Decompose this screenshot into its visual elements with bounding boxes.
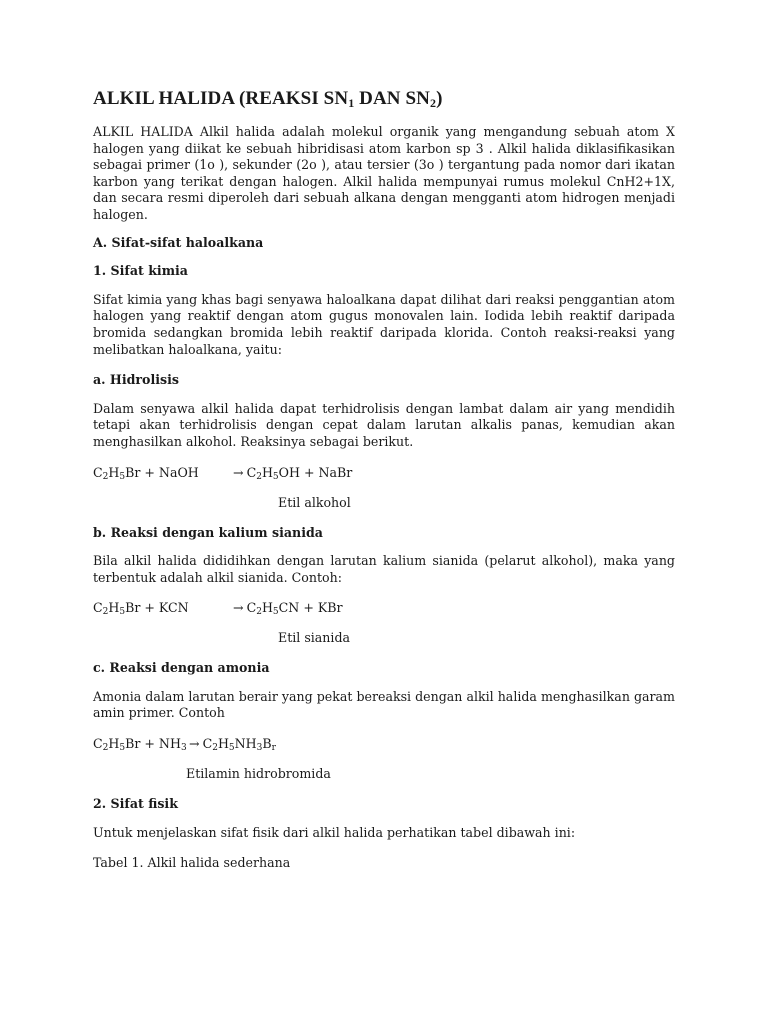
equation-products: → $C_2H_5CN$ + KBr [233, 600, 343, 618]
equation-hidrolisis [93, 465, 675, 481]
subsection-heading-sianida: b. Reaksi dengan kalium sianida [93, 524, 323, 540]
product-name-amonia: Etilamin hidrobromida [186, 766, 331, 782]
product-name-hidrolisis: Etil alkohol [278, 494, 351, 510]
sianida-paragraph: Bila alkil halida dididihkan dengan larutan kalium sianida (pelarut alkohol), maka yang terbentuk adalah alkil sianida. Contoh: [93, 553, 675, 585]
equation-amonia [93, 736, 675, 752]
equation-products: → $C_2H_5OH$ + NaBr [233, 464, 353, 482]
hidrolisis-paragraph: Dalam senyawa alkil halida dapat terhidrolisis dengan lambat dalam air yang mendidih tetapi akan terhidrolisis dengan cepat dalam larutan alkalis panas, kemudian akan menghasilkan alkohol. Reaksinya sebagai berikut. [93, 400, 675, 449]
title-text: DAN SN [354, 88, 430, 109]
equation-sianida [93, 600, 675, 616]
sifat-kimia-paragraph: Sifat kimia yang khas bagi senyawa haloalkana dapat dilihat dari reaksi penggantian atom halogen yang reaktif dengan atom gugus monovalen lain. Iodida lebih reaktif daripada bromida sedangkan bromida lebih reaktif daripada klorida. Contoh reaksi-reaksi yang melibatkan haloalkana, yaitu: [93, 291, 675, 357]
equation-reactants: $C_2H_5Br + NH_3$ [93, 736, 187, 754]
arrow-icon: → [233, 464, 244, 480]
amonia-paragraph: Amonia dalam larutan berair yang pekat bereaksi dengan alkil halida menghasilkan garam amin primer. Contoh [93, 688, 675, 721]
title-subscript-1: 1 [348, 96, 355, 110]
section-heading-sifat-fisik: 2. Sifat fisik [93, 796, 178, 812]
sifat-fisik-paragraph: Untuk menjelaskan sifat fisik dari alkil halida perhatikan tabel dibawah ini: [93, 824, 576, 840]
subsection-heading-amonia: c. Reaksi dengan amonia [93, 660, 270, 676]
arrow-icon: → [233, 600, 244, 616]
equation-reactants: $C_2H_5Br$ + NaOH [93, 464, 199, 482]
section-heading-sifat-kimia: 1. Sifat kimia [93, 263, 188, 279]
product-name-sianida: Etil sianida [278, 630, 351, 646]
table-caption: Tabel 1. Alkil halida sederhana [93, 855, 291, 871]
title-text: ALKIL HALIDA (REAKSI SN [93, 88, 349, 109]
arrow-icon: → [189, 736, 200, 752]
title-subscript-2: 2 [429, 96, 437, 110]
intro-paragraph: ALKIL HALIDA Alkil halida adalah molekul organik yang mengandung sebuah atom X halogen yang diikat ke sebuah hibridisasi atom karbon sp 3 . Alkil halida diklasifikasikan sebagai primer (1o ), sekunder (2o ), atau tersier (3o ) tergantung pada nomor dari ikatan karbon yang terikat dengan halogen. Alkil halida mempunyai rumus molekul CnH2+1X, dan secara resmi diperoleh dari sebuah alkana dengan mengganti atom hidrogen menjadi halogen. [93, 124, 675, 222]
document-page [93, 88, 675, 886]
document-title [93, 88, 675, 110]
section-heading-a: A. Sifat-sifat haloalkana [93, 234, 264, 250]
equation-reactants: $C_2H_5Br$ + KCN [93, 600, 189, 618]
subsection-heading-hidrolisis: a. Hidrolisis [93, 372, 179, 388]
equation-products: → $C_2H_5NH_3B_r$ [189, 736, 276, 754]
title-text: ) [436, 88, 443, 109]
